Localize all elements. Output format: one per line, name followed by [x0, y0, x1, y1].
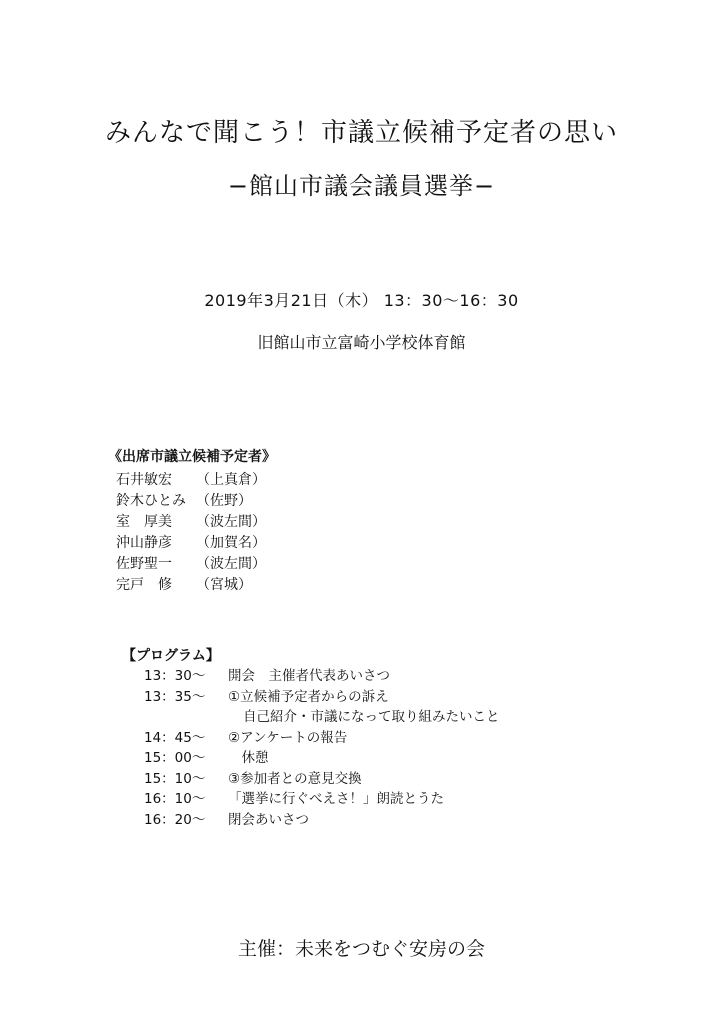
- candidate-name: 室 厚美: [116, 514, 172, 530]
- candidate-item: [116, 512, 266, 533]
- program-time: 15：00〜: [144, 750, 206, 766]
- program-time: 15：10〜: [144, 770, 206, 787]
- candidate-area: （佐野）: [196, 493, 252, 509]
- event-datetime: 2019年3月21日（木） 13：30〜16：30: [204, 291, 519, 310]
- candidate-name: 沖山静彦: [116, 535, 172, 551]
- candidate-list: [116, 470, 266, 596]
- candidate-item: [116, 554, 266, 575]
- program-item: [144, 687, 500, 708]
- page-title: みんなで聞こう！市議立候補予定者の思い: [104, 118, 618, 148]
- candidate-area: （上真倉）: [196, 472, 266, 488]
- program-item: [144, 789, 500, 810]
- program-item: [144, 769, 500, 790]
- candidate-area: （宮城）: [196, 577, 252, 593]
- candidate-name: 完戸 修: [116, 577, 172, 593]
- candidate-area: （波左間）: [196, 514, 266, 530]
- program-time: 16：20〜: [144, 811, 206, 828]
- candidate-name: 鈴木ひとみ: [116, 493, 186, 509]
- program-desc: 休憩: [228, 750, 269, 766]
- candidate-area: （加賀名）: [196, 535, 266, 551]
- candidate-name: 石井敏宏: [116, 472, 172, 488]
- program-desc: ③参加者との意見交換: [228, 770, 362, 787]
- candidate-item: [116, 533, 266, 554]
- program-desc: ①立候補予定者からの訴え: [228, 688, 389, 705]
- program-time: 13：30〜: [144, 668, 206, 684]
- program-time: 16：10〜: [144, 791, 206, 807]
- event-venue: 旧館山市立富崎小学校体育館: [257, 333, 466, 352]
- page-subtitle: −館山市議会議員選挙−: [227, 172, 496, 200]
- program-desc: 自己紹介・市議になって取り組みたいこと: [243, 709, 500, 725]
- program-desc: 開会 主催者代表あいさつ: [228, 668, 390, 684]
- program-item: [144, 707, 500, 728]
- program-time: 13：35〜: [144, 688, 206, 705]
- program-list: [144, 666, 500, 830]
- candidates-heading: 《出席市議立候補予定者》: [108, 449, 276, 465]
- organizer: 主催：未来をつむぐ安房の会: [237, 938, 485, 960]
- program-desc: ②アンケートの報告: [228, 729, 348, 746]
- program-time: 14：45〜: [144, 729, 206, 746]
- candidate-item: [116, 575, 266, 596]
- program-item: [144, 810, 500, 831]
- program-item: [144, 748, 500, 769]
- program-item: [144, 728, 500, 749]
- program-item: [144, 666, 500, 687]
- candidate-item: [116, 470, 266, 491]
- program-desc: 閉会あいさつ: [228, 811, 309, 828]
- candidate-name: 佐野聖一: [116, 556, 172, 572]
- candidate-item: [116, 491, 266, 512]
- program-desc: 「選挙に行ぐべえさ！」朗読とうた: [228, 791, 444, 807]
- program-heading: 【プログラム】: [122, 648, 220, 664]
- candidate-area: （波左間）: [196, 556, 266, 572]
